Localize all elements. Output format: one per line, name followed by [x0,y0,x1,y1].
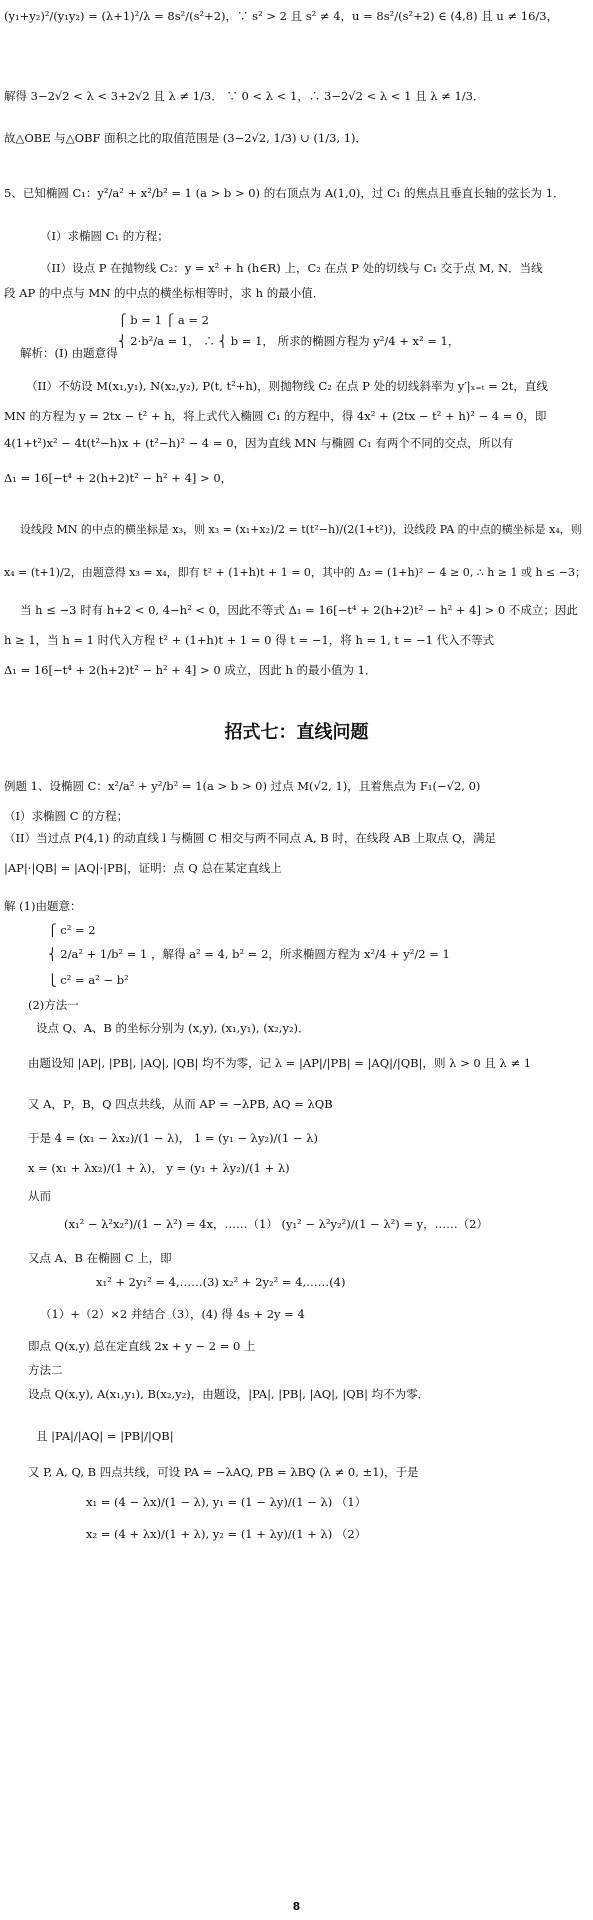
text-line: 段 AP 的中点与 MN 的中点的横坐标相等时，求 h 的最小值． [4,286,325,300]
text-line: x = (x₁ + λx₂)/(1 + λ)， y = (y₁ + λy₂)/(1 + λ) [28,1161,290,1175]
text-line: 又 P, A, Q, B 四点共线，可设 PA = −λAQ, PB = λBQ (λ ≠ 0, ±1)，于是 [28,1465,419,1479]
text-line: 又 A，P，B，Q 四点共线，从而 AP = −λPB, AQ = λQB [28,1097,333,1111]
text-line: （1）+（2）×2 并结合（3），(4) 得 4s + 2y = 4 [40,1307,305,1321]
text-line: ⎧ b = 1 ⎧ a = 2 [118,313,209,327]
text-line: h ≥ 1，当 h = 1 时代入方程 t² + (1+h)t + 1 = 0 得 t = −1，将 h = 1, t = −1 代入不等式 [4,633,495,647]
text-line: ⎩ c² = a² − b² [48,973,129,987]
text-line: 当 h ≤ −3 时有 h+2 < 0, 4−h² < 0，因此不等式 Δ₁ = 16[−t⁴ + 2(h+2)t² − h² + 4] > 0 不成立；因此 [20,603,578,617]
text-line: Δ₁ = 16[−t⁴ + 2(h+2)t² − h² + 4] > 0 成立，因此 h 的最小值为 1． [4,663,377,677]
text-line: Δ₁ = 16[−t⁴ + 2(h+2)t² − h² + 4] > 0， [4,471,233,485]
text-line: MN 的方程为 y = 2tx − t² + h，将上式代入椭圆 C₁ 的方程中，得 4x² + (2tx − t² + h)² − 4 = 0，即 [4,409,547,423]
text-line: (y₁+y₂)²/(y₁y₂) = (λ+1)²/λ = 8s²/(s²+2)，∵ s² > 2 且 s² ≠ 4，u = 8s²/(s²+2) ∈ (4,8) 且 u ≠ 16/3， [4,9,559,23]
text-line: x₂ = (4 + λx)/(1 + λ), y₂ = (1 + λy)/(1 + λ) （2） [86,1527,367,1541]
text-line: （II）不妨设 M(x₁,y₁), N(x₂,y₂), P(t, t²+h)，则抛物线 C₂ 在点 P 处的切线斜率为 y′|ₓ₌ₜ = 2t，直线 [26,379,548,393]
text-line: 由题设知 |AP|, |PB|, |AQ|, |QB| 均不为零，记 λ = |AP|/|PB| = |AQ|/|QB|，则 λ > 0 且 λ ≠ 1 [28,1056,532,1070]
text-line: x₁ = (4 − λx)/(1 − λ), y₁ = (1 − λy)/(1 − λ) （1） [86,1495,367,1509]
text-line: 且 |PA|/|AQ| = |PB|/|QB| [36,1429,174,1443]
text-line: 解析：(I) 由题意得 [20,346,118,360]
text-line: 解 (1)由题意： [4,899,82,913]
text-line: (2)方法一 [28,998,79,1012]
text-line: (x₁² − λ²x₂²)/(1 − λ²) = 4x，……（1） (y₁² − λ²y₂²)/(1 − λ²) = y，……（2） [64,1217,488,1231]
text-line: 设线段 MN 的中点的横坐标是 x₃，则 x₃ = (x₁+x₂)/2 = t(t²−h)/(2(1+t²))，设线段 PA 的中点的横坐标是 x₄，则 [20,523,582,536]
text-line: ⎨ 2·b²/a = 1， ∴ ⎨ b = 1， 所求的椭圆方程为 y²/4 + x² = 1， [118,334,460,348]
text-line: 即点 Q(x,y) 总在定直线 2x + y − 2 = 0 上 [28,1339,256,1353]
text-line: x₄ = (t+1)/2，由题意得 x₃ = x₄，即有 t² + (1+h)t + 1 = 0，其中的 Δ₂ = (1+h)² − 4 ≥ 0, ∴ h ≥ 1 或 h ≤ −3； [4,566,586,579]
text-line: 4(1+t²)x² − 4t(t²−h)x + (t²−h)² − 4 = 0，因为直线 MN 与椭圆 C₁ 有两个不同的交点，所以有 [4,436,514,450]
text-line: 故△OBE 与△OBF 面积之比的取值范围是 (3−2√2, 1/3) ∪ (1/3, 1)． [4,131,368,145]
text-line: |AP|·|QB| = |AQ|·|PB|，证明：点 Q 总在某定直线上 [4,861,282,875]
text-line: （II）设点 P 在抛物线 C₂：y = x² + h (h∈R) 上，C₂ 在点 P 处的切线与 C₁ 交于点 M, N．当线 [40,261,543,275]
text-line: （I）求椭圆 C₁ 的方程； [40,229,169,243]
text-line: x₁² + 2y₁² = 4,……(3) x₂² + 2y₂² = 4,……(4) [96,1275,346,1289]
text-line: 例题 1、设椭圆 C：x²/a² + y²/b² = 1(a > b > 0) 过点 M(√2, 1)，且着焦点为 F₁(−√2, 0) [4,779,481,793]
text-line: ⎧ c² = 2 [48,923,96,937]
text-line: （II）当过点 P(4,1) 的动直线 l 与椭圆 C 相交与两不同点 A, B 时，在线段 AB 上取点 Q，满足 [4,831,497,845]
text-line: 于是 4 = (x₁ − λx₂)/(1 − λ)， 1 = (y₁ − λy₂)/(1 − λ) [28,1131,318,1145]
text-line: 方法二 [28,1363,63,1377]
text-line: 设点 Q(x,y), A(x₁,y₁), B(x₂,y₂)，由题设，|PA|, |PB|, |AQ|, |QB| 均不为零． [28,1387,430,1401]
text-line: （I）求椭圆 C 的方程； [4,809,129,823]
section-title: 招式七：直线问题 [224,722,369,743]
text-line: 从而 [28,1189,51,1203]
text-line: 设点 Q、A、B 的坐标分别为 (x,y), (x₁,y₁), (x₂,y₂)． [36,1021,310,1035]
page-number: 8 [292,1900,301,1913]
text-line: 又点 A、B 在椭圆 C 上，即 [28,1251,172,1265]
text-line: 5、已知椭圆 C₁：y²/a² + x²/b² = 1 (a > b > 0) 的右顶点为 A(1,0)，过 C₁ 的焦点且垂直长轴的弦长为 1． [4,186,565,200]
text-line: ⎨ 2/a² + 1/b² = 1 ，解得 a² = 4, b² = 2，所求椭圆方程为 x²/4 + y²/2 = 1 [48,947,450,961]
text-line: 解得 3−2√2 < λ < 3+2√2 且 λ ≠ 1/3． ∵ 0 < λ < 1，∴ 3−2√2 < λ < 1 且 λ ≠ 1/3． [4,89,485,103]
